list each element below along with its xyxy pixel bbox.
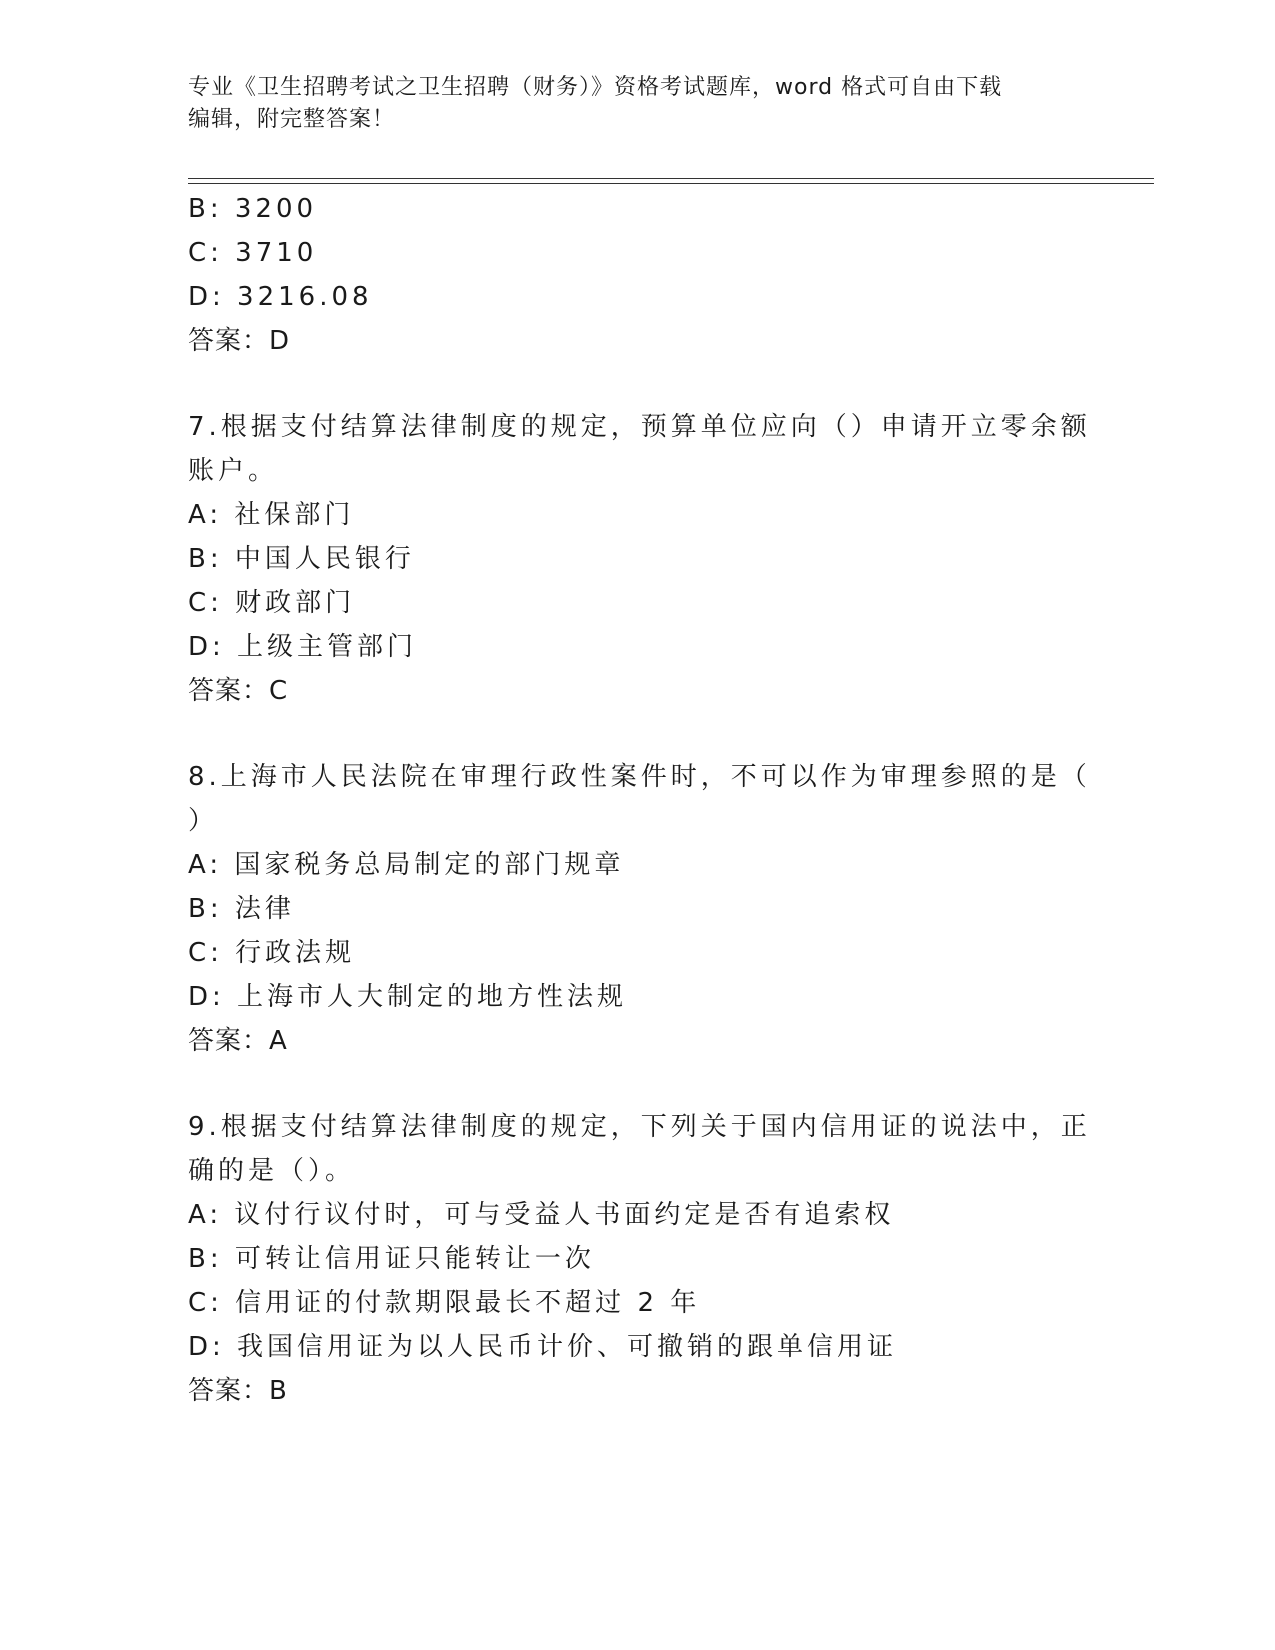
q8-option-d: D: 上海市人大制定的地方性法规 [188, 982, 628, 1012]
header-line-1: 专业《卫生招聘考试之卫生招聘（财务）》资格考试题库，word 格式可自由下载 [188, 75, 1003, 100]
q8-option-b: B: 法律 [188, 894, 295, 924]
q9-option-b: B: 可转让信用证只能转让一次 [188, 1244, 595, 1274]
document-header [188, 72, 1088, 136]
header-rule-bottom [188, 183, 1154, 184]
q6-option-c: C: 3710 [188, 238, 318, 268]
header-line-2: 编辑，附完整答案！ [188, 107, 396, 132]
q9-stem-line-1: 9.根据支付结算法律制度的规定，下列关于国内信用证的说法中，正 [188, 1112, 1091, 1142]
q6-option-b: B: 3200 [188, 194, 318, 224]
q7-option-b: B: 中国人民银行 [188, 544, 415, 574]
q7-option-d: D: 上级主管部门 [188, 632, 418, 662]
q6-answer: 答案：D [188, 326, 291, 356]
q8-option-a: A: 国家税务总局制定的部门规章 [188, 850, 625, 880]
q8-option-c: C: 行政法规 [188, 938, 356, 968]
q6-option-d: D: 3216.08 [188, 282, 373, 312]
header-rule-top [188, 178, 1154, 179]
q9-stem-line-2: 确的是（）。 [188, 1156, 356, 1186]
q7-stem-line-1: 7.根据支付结算法律制度的规定，预算单位应向（）申请开立零余额 [188, 412, 1091, 442]
q8-answer: 答案：A [188, 1026, 288, 1056]
q9-option-a: A: 议付行议付时，可与受益人书面约定是否有追索权 [188, 1200, 895, 1230]
q8-stem-line-2: ） [188, 806, 219, 836]
q9-option-c: C: 信用证的付款期限最长不超过 2 年 [188, 1288, 701, 1318]
q9-option-d: D: 我国信用证为以人民币计价、可撤销的跟单信用证 [188, 1332, 898, 1362]
q8-stem-line-1: 8.上海市人民法院在审理行政性案件时，不可以作为审理参照的是（ [188, 762, 1091, 792]
q7-stem-line-2: 账户。 [188, 456, 279, 486]
q7-answer: 答案：C [188, 676, 289, 706]
q7-option-c: C: 财政部门 [188, 588, 356, 618]
q7-option-a: A: 社保部门 [188, 500, 355, 530]
q9-answer: 答案：B [188, 1376, 288, 1406]
